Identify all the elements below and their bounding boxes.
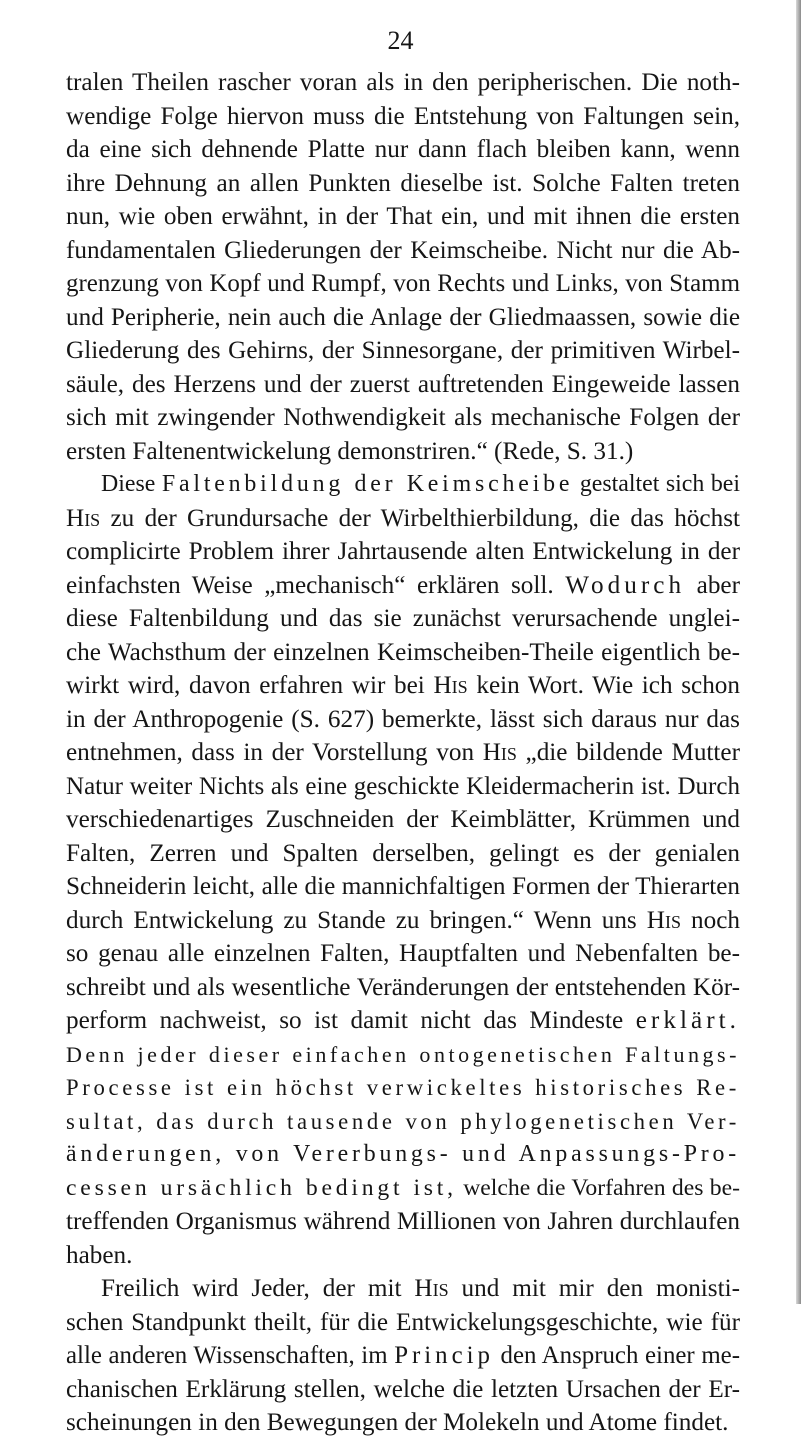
text-line: Diese Faltenbildung der Keimscheibe gestaltet sich bei — [101, 471, 741, 497]
text-line: cessen ursächlich bedingt ist, welche die Vorfahren des be- — [66, 1174, 740, 1201]
text-line: sultat, das durch tausende von phylogenetischen Ver- — [66, 1108, 740, 1134]
text-line: säule, des Herzens und der zuerst auftretenden Eingeweide lassen — [66, 370, 740, 398]
text-line: haben. — [66, 1241, 133, 1269]
text-line: in der Anthropogenie (S. 627) bemerkte, lässt sich daraus nur das — [66, 705, 740, 733]
text-line: che Wachsthum der einzelnen Keimscheiben-Theile eigentlich be- — [66, 638, 740, 666]
text-line: wendige Folge hiervon muss die Entstehung von Faltungen sein, — [66, 102, 740, 130]
body-text — [66, 66, 740, 1440]
text-line: wirkt wird, davon erfahren wir bei His kein Wort. Wie ich schon — [66, 672, 740, 699]
text-line: Freilich wird Jeder, der mit His und mit mir den monisti- — [101, 1275, 740, 1302]
page-edge-shadow — [796, 0, 801, 1304]
text-line: Denn jeder dieser einfachen ontogenetischen Faltungs- — [66, 1041, 740, 1067]
text-line: complicirte Problem ihrer Jahrtausende alten Entwickelung in der — [66, 538, 740, 565]
page-number: 24 — [387, 26, 414, 55]
text-line: His zu der Grundursache der Wirbelthierbildung, die das höchst — [66, 504, 740, 532]
text-line: und Peripherie, nein auch die Anlage der Gliedmaassen, sowie die — [66, 303, 740, 331]
text-line: schreibt und als wesentliche Veränderungen der entstehenden Kör- — [66, 973, 740, 1001]
text-line: diese Faltenbildung und das sie zunächst verursachende unglei- — [66, 605, 740, 632]
text-line: alle anderen Wissenschaften, im Princip den Anspruch einer me- — [66, 1342, 740, 1369]
text-line: da eine sich dehnende Platte nur dann flach bleiben kann, wenn — [66, 136, 740, 163]
text-line: Falten, Zerren und Spalten derselben, gelingt es der genialen — [66, 839, 740, 867]
text-line: Schneiderin leicht, alle die mannichfaltigen Formen der Thierarten — [66, 873, 740, 900]
text-line: änderungen, von Vererbungs- und Anpassungs-Pro- — [66, 1141, 740, 1167]
text-line: einfachsten Weise „mechanisch“ erklären soll. Wodurch aber — [66, 571, 740, 599]
text-line: schen Standpunkt theilt, für die Entwickelungsgeschichte, wie für — [66, 1308, 740, 1336]
text-line: ersten Faltenentwickelung demonstriren.“ (Rede, S. 31.) — [66, 437, 634, 465]
text-line: Gliederung des Gehirns, der Sinnesorgane, der primitiven Wirbel- — [66, 337, 740, 364]
text-line: grenzung von Kopf und Rumpf, von Rechts und Links, von Stamm — [66, 270, 740, 297]
text-line: durch Entwickelung zu Stande zu bringen.“ Wenn uns His noch — [66, 906, 740, 934]
text-line: chanischen Erklärung stellen, welche die letzten Ursachen der Er- — [66, 1375, 740, 1403]
text-line: ihre Dehnung an allen Punkten dieselbe ist. Solche Falten treten — [66, 169, 740, 197]
text-line: Processe ist ein höchst verwickeltes historisches Re- — [66, 1075, 740, 1100]
text-line: nun, wie oben erwähnt, in der That ein, und mit ihnen die ersten — [66, 203, 740, 230]
text-line: fundamentalen Gliederungen der Keimscheibe. Nicht nur die Ab- — [66, 236, 740, 264]
text-line: perform nachweist, so ist damit nicht das Mindeste erklärt. — [66, 1007, 740, 1034]
text-line: verschiedenartiges Zuschneiden der Keimblätter, Krümmen und — [66, 806, 740, 833]
text-line: scheinungen in den Bewegungen der Molekeln und Atome findet. — [66, 1409, 729, 1436]
text-line: sich mit zwingender Nothwendigkeit als mechanische Folgen der — [66, 404, 740, 431]
text-line: tralen Theilen rascher voran als in den peripherischen. Die noth- — [66, 69, 740, 96]
text-line: Natur weiter Nichts als eine geschickte Kleidermacherin ist. Durch — [66, 772, 740, 800]
text-line: entnehmen, dass in der Vorstellung von His „die bildende Mutter — [66, 739, 740, 766]
text-line: so genau alle einzelnen Falten, Hauptfalten und Nebenfalten be- — [66, 940, 740, 967]
text-line: treffenden Organismus während Millionen von Jahren durchlaufen — [66, 1208, 740, 1235]
